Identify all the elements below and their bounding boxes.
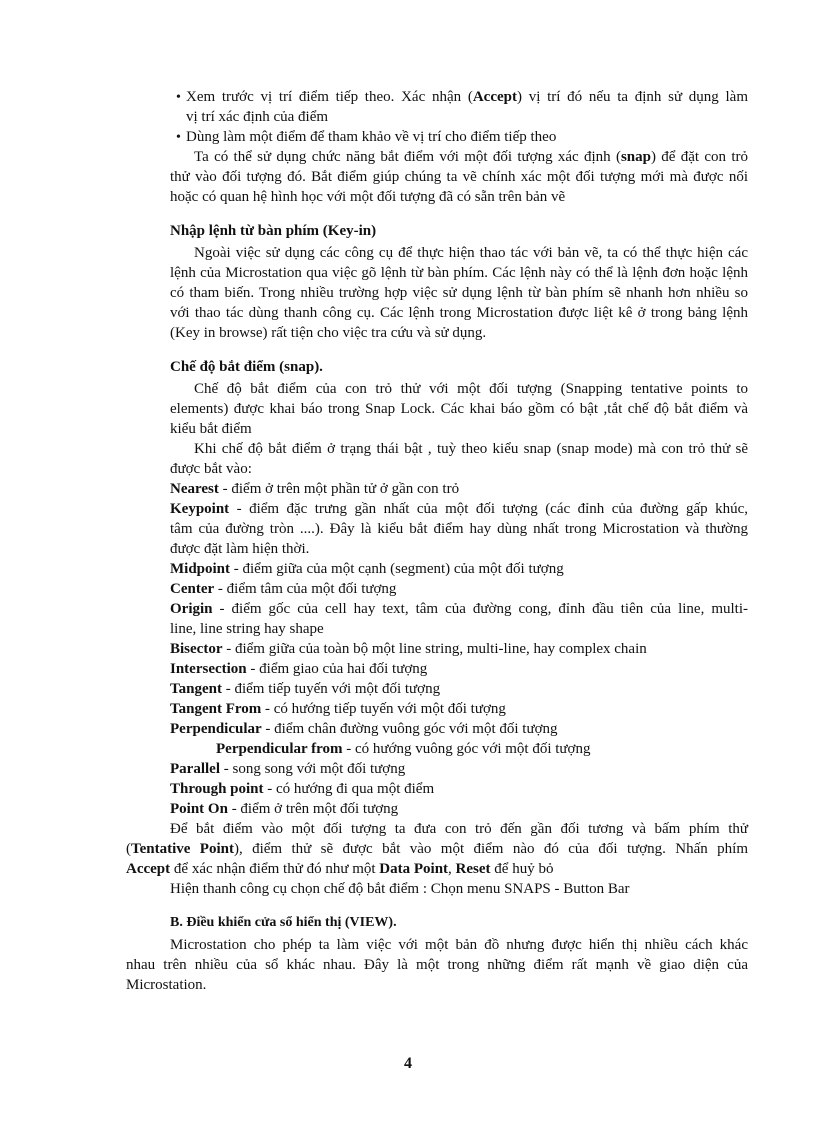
bullet-item-reference: Dùng làm một điểm để tham khảo về vị trí cho điểm tiếp theo	[186, 129, 557, 145]
page-number: 4	[404, 1055, 412, 1072]
snap-mode-nearest: Nearest - điểm ở trên một phần tử ở gần con trỏ	[170, 481, 460, 497]
snap-mode-origin-cont: line, line string hay shape	[170, 621, 324, 637]
snap-mode-tangent: Tangent - điểm tiếp tuyến với một đối tượng	[170, 681, 441, 697]
bullet-icon: •	[176, 130, 181, 145]
snapmode-paragraph-line: Khi chế độ bắt điểm ở trạng thái bật , tuỳ theo kiểu snap (snap mode) mà con trỏ thử sẽ	[194, 441, 748, 457]
bullet-icon: •	[176, 90, 181, 105]
keyin-paragraph-line: với thao tác dùng thanh công cụ. Các lệnh trong Microstation được liệt kê ở trong bảng lệnh	[170, 305, 748, 321]
snap-mode-keypoint-cont: tâm của đường tròn ....). Đây là kiểu bắt điểm hay dùng nhất trong Microstation và thường	[170, 521, 748, 537]
snap-paragraph-line: Ta có thể sử dụng chức năng bắt điểm với một đối tượng xác định (snap) để đặt con trỏ	[194, 149, 748, 165]
bullet-item-preview-cont: vị trí xác định của điểm	[186, 109, 329, 125]
keyin-paragraph-line: Ngoài việc sử dụng các công cụ để thực hiện thao tác với bản vẽ, ta có thể thực hiện các	[194, 245, 748, 261]
tentative-paragraph-line: (Tentative Point), điểm thử sẽ được bắt vào một điểm nào đó của đối tượng. Nhấn phím	[126, 841, 748, 857]
snap-mode-point-on: Point On - điểm ở trên một đối tượng	[170, 801, 399, 817]
keyin-paragraph-line: lệnh của Microstation qua việc gõ lệnh từ bàn phím. Các lệnh này có thể là lệnh đơn hoặc lệnh	[170, 265, 748, 281]
snapmode-heading: Chế độ bắt điểm (snap).	[170, 359, 323, 375]
snapmode-paragraph-line: kiểu bắt điểm	[170, 421, 252, 437]
tentative-paragraph-line: Để bắt điểm vào một đối tượng ta đưa con trỏ đến gần đối tương và bấm phím thử	[170, 821, 748, 837]
snap-mode-perpendicular: Perpendicular - điểm chân đường vuông góc với một đối tượng	[170, 721, 558, 737]
snap-mode-tangent-from: Tangent From - có hướng tiếp tuyến với một đối tượng	[170, 701, 506, 717]
keyin-paragraph-line: có tham biến. Trong nhiều trường hợp việc sử dụng lệnh từ bàn phím sẽ nhanh hơn nhiều so	[170, 285, 748, 301]
snap-paragraph-line: hoặc có quan hệ hình học với một đối tượng đã có sẵn trên bản vẽ	[170, 189, 566, 205]
snapmode-paragraph-line: elements) được khai báo trong Snap Lock. Các khai báo gồm có bật ,tắt chế độ bắt điểm và	[170, 401, 748, 417]
snap-mode-center: Center - điểm tâm của một đối tượng	[170, 581, 397, 597]
snap-mode-bisector: Bisector - điểm giữa của toàn bộ một line string, multi-line, hay complex chain	[170, 641, 647, 657]
snapmode-paragraph-line: được bắt vào:	[170, 461, 252, 477]
view-paragraph-line: Microstation.	[126, 977, 207, 993]
view-paragraph-line: Microstation cho phép ta làm việc với một bản đồ nhưng được hiển thị nhiều cách khác	[170, 937, 748, 953]
snap-mode-intersection: Intersection - điểm giao của hai đối tượng	[170, 661, 428, 677]
snap-mode-keypoint-cont: được đặt làm hiện thời.	[170, 541, 310, 557]
snap-mode-midpoint: Midpoint - điểm giữa của một cạnh (segment) của một đối tượng	[170, 561, 564, 577]
bullet-item-preview: Xem trước vị trí điểm tiếp theo. Xác nhận (Accept) vị trí đó nếu ta định sử dụng làm	[186, 89, 749, 105]
snap-mode-parallel: Parallel - song song với một đối tượng	[170, 761, 406, 777]
keyin-heading: Nhập lệnh từ bàn phím (Key-in)	[170, 223, 377, 239]
keyin-paragraph-line: (Key in browse) rất tiện cho việc tra cứu và sử dụng.	[170, 325, 487, 341]
snap-mode-origin: Origin - điểm gốc của cell hay text, tâm của đường cong, đỉnh đầu tiên của line, multi-	[170, 601, 748, 617]
snap-mode-perpendicular-from: Perpendicular from - có hướng vuông góc với một đối tượng	[216, 741, 591, 757]
tentative-paragraph-line: Hiện thanh công cụ chọn chế độ bắt điểm : Chọn menu SNAPS - Button Bar	[170, 881, 630, 897]
snap-mode-through-point: Through point - có hướng đi qua một điểm	[170, 781, 435, 797]
view-heading: B. Điều khiển cửa sổ hiển thị (VIEW).	[170, 915, 397, 930]
snap-mode-keypoint: Keypoint - điểm đặc trưng gần nhất của một đối tượng (các đỉnh của đường gấp khúc,	[170, 501, 748, 517]
tentative-paragraph-line: Accept để xác nhận điểm thử đó như một Data Point, Reset để huỷ bỏ	[126, 861, 554, 877]
snapmode-paragraph-line: Chế độ bắt điểm của con trỏ thử với một đối tượng (Snapping tentative points to	[194, 381, 748, 397]
snap-paragraph-line: thử vào đối tượng đó. Bắt điểm giúp chúng ta vẽ chính xác một đối tượng mới mà được nối	[170, 169, 748, 185]
view-paragraph-line: nhau trên nhiều của sổ khác nhau. Đây là một trong những điểm rất mạnh về giao diện của	[126, 957, 748, 973]
